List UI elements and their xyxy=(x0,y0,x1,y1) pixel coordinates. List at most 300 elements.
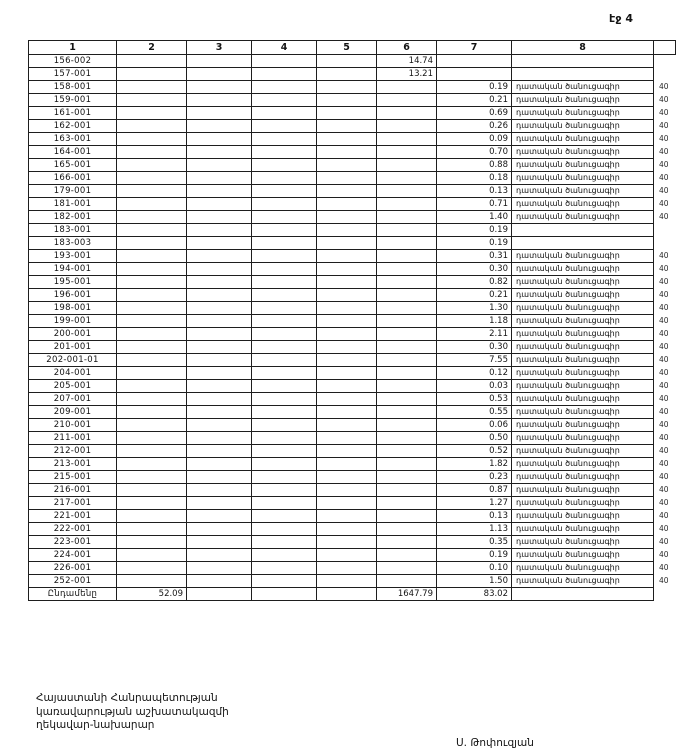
cell-col6 xyxy=(377,393,437,406)
cell-col4 xyxy=(252,120,317,133)
cell-col8: դատական ծանուցագիր xyxy=(512,328,654,341)
cell-col6 xyxy=(377,211,437,224)
table-row xyxy=(29,81,676,94)
cell-col3 xyxy=(187,133,252,146)
table-row xyxy=(29,510,676,523)
table-row xyxy=(29,224,676,237)
cell-col1: 222-001 xyxy=(29,523,117,536)
cell-col6 xyxy=(377,523,437,536)
cell-col2 xyxy=(117,471,187,484)
cell-col3 xyxy=(187,68,252,81)
cell-col7 xyxy=(437,68,512,81)
cell-col1: 193-001 xyxy=(29,250,117,263)
cell-col8: դատական ծանուցագիր xyxy=(512,549,654,562)
cell-col1: 207-001 xyxy=(29,393,117,406)
cell-col7: 0.31 xyxy=(437,250,512,263)
cell-col6 xyxy=(377,159,437,172)
margin-mark: 40 xyxy=(659,82,669,91)
cell-col3 xyxy=(187,120,252,133)
table-row xyxy=(29,237,676,250)
table-row xyxy=(29,328,676,341)
cell-col7: 0.18 xyxy=(437,172,512,185)
cell-col1: 198-001 xyxy=(29,302,117,315)
cell-col4 xyxy=(252,276,317,289)
cell-col6 xyxy=(377,289,437,302)
cell-col7: 0.10 xyxy=(437,562,512,575)
margin-mark: 40 xyxy=(659,329,669,338)
table-row xyxy=(29,419,676,432)
cell-col8: դատական ծանուցագիր xyxy=(512,562,654,575)
cell-col7: 0.30 xyxy=(437,263,512,276)
table-row xyxy=(29,159,676,172)
table-row xyxy=(29,55,676,68)
margin-mark: 40 xyxy=(659,199,669,208)
cell-col4 xyxy=(252,172,317,185)
cell-col8: դատական ծանուցագիր xyxy=(512,94,654,107)
cell-col5 xyxy=(317,510,377,523)
cell-col5 xyxy=(317,471,377,484)
cell-col2 xyxy=(117,432,187,445)
cell-col8: դատական ծանուցագիր xyxy=(512,471,654,484)
column-header: 4 xyxy=(252,41,317,55)
cell-col5 xyxy=(317,302,377,315)
margin-mark: 40 xyxy=(659,498,669,507)
cell-col3 xyxy=(187,289,252,302)
cell-col7: 7.55 xyxy=(437,354,512,367)
cell-col3 xyxy=(187,432,252,445)
cell-col8: դատական ծանուցագիր xyxy=(512,536,654,549)
cell-col6 xyxy=(377,263,437,276)
cell-col5 xyxy=(317,250,377,263)
table-row xyxy=(29,588,676,601)
cell-col6 xyxy=(377,328,437,341)
issuer-block xyxy=(36,692,229,733)
table-row xyxy=(29,68,676,81)
cell-col4 xyxy=(252,406,317,419)
cell-col4 xyxy=(252,523,317,536)
cell-col5 xyxy=(317,393,377,406)
cell-col4 xyxy=(252,562,317,575)
cell-col2 xyxy=(117,419,187,432)
cell-col3 xyxy=(187,211,252,224)
margin-mark: 40 xyxy=(659,355,669,364)
cell-col8: դատական ծանուցագիր xyxy=(512,302,654,315)
cell-col8: դատական ծանուցագիր xyxy=(512,458,654,471)
margin-mark: 40 xyxy=(659,277,669,286)
margin-mark: 40 xyxy=(659,212,669,221)
cell-col6 xyxy=(377,172,437,185)
cell-col8 xyxy=(512,55,654,68)
cell-col7: 0.88 xyxy=(437,159,512,172)
cell-col2 xyxy=(117,445,187,458)
cell-col2 xyxy=(117,146,187,159)
cell-col7: 0.13 xyxy=(437,185,512,198)
cell-col4 xyxy=(252,81,317,94)
margin-mark: 40 xyxy=(659,576,669,585)
cell-col4 xyxy=(252,133,317,146)
table-row xyxy=(29,497,676,510)
column-header: 1 xyxy=(29,41,117,55)
table-row xyxy=(29,120,676,133)
column-header: 7 xyxy=(437,41,512,55)
margin-mark xyxy=(654,68,676,81)
cell-col4 xyxy=(252,588,317,601)
margin-mark: 40 xyxy=(659,511,669,520)
table-row xyxy=(29,250,676,263)
cell-col2 xyxy=(117,81,187,94)
cell-col1: 159-001 xyxy=(29,94,117,107)
cell-col7: 0.13 xyxy=(437,510,512,523)
cell-col5 xyxy=(317,133,377,146)
cell-col6 xyxy=(377,133,437,146)
cell-col1: 213-001 xyxy=(29,458,117,471)
cell-col5 xyxy=(317,432,377,445)
margin-mark: 40 xyxy=(659,264,669,273)
cell-col6 xyxy=(377,575,437,588)
cell-col6 xyxy=(377,484,437,497)
cell-col3 xyxy=(187,107,252,120)
cell-col7: 1.50 xyxy=(437,575,512,588)
cell-col3 xyxy=(187,224,252,237)
table-row xyxy=(29,107,676,120)
cell-col2 xyxy=(117,341,187,354)
cell-col1: 194-001 xyxy=(29,263,117,276)
cell-col8: դատական ծանուցագիր xyxy=(512,120,654,133)
cell-col5 xyxy=(317,146,377,159)
cell-col8: դատական ծանուցագիր xyxy=(512,445,654,458)
cell-col1: 252-001 xyxy=(29,575,117,588)
cell-col2 xyxy=(117,510,187,523)
cell-col1: 157-001 xyxy=(29,68,117,81)
cell-col5 xyxy=(317,159,377,172)
cell-col1: 217-001 xyxy=(29,497,117,510)
table-row xyxy=(29,185,676,198)
cell-col7: 0.06 xyxy=(437,419,512,432)
cell-col8: դատական ծանուցագիր xyxy=(512,211,654,224)
cell-col6 xyxy=(377,198,437,211)
cell-col2 xyxy=(117,107,187,120)
cell-col4 xyxy=(252,328,317,341)
cell-col3 xyxy=(187,419,252,432)
cell-col4 xyxy=(252,68,317,81)
cell-col3 xyxy=(187,523,252,536)
cell-col7: 0.35 xyxy=(437,536,512,549)
cell-col6: 14.74 xyxy=(377,55,437,68)
cell-col7: 1.40 xyxy=(437,211,512,224)
cell-col2 xyxy=(117,523,187,536)
cell-col7: 0.09 xyxy=(437,133,512,146)
cell-col8: դատական ծանուցագիր xyxy=(512,341,654,354)
cell-col5 xyxy=(317,484,377,497)
table-row xyxy=(29,562,676,575)
cell-col4 xyxy=(252,263,317,276)
cell-col5 xyxy=(317,458,377,471)
table-header-row xyxy=(29,41,676,55)
cell-col3 xyxy=(187,341,252,354)
cell-col5 xyxy=(317,497,377,510)
cell-col6 xyxy=(377,354,437,367)
cell-col6 xyxy=(377,367,437,380)
cell-col4 xyxy=(252,419,317,432)
cell-col3 xyxy=(187,367,252,380)
cell-col2 xyxy=(117,354,187,367)
cell-col3 xyxy=(187,575,252,588)
cell-col8: դատական ծանուցագիր xyxy=(512,172,654,185)
signature: Ս. Թոփուզյան xyxy=(456,737,534,749)
table-row xyxy=(29,198,676,211)
cell-col1: 212-001 xyxy=(29,445,117,458)
margin-mark: 40 xyxy=(659,95,669,104)
margin-mark: 40 xyxy=(659,394,669,403)
cell-col7: 0.55 xyxy=(437,406,512,419)
cell-col7: 0.69 xyxy=(437,107,512,120)
table-row xyxy=(29,354,676,367)
cell-col8 xyxy=(512,224,654,237)
cell-col4 xyxy=(252,302,317,315)
column-header: 6 xyxy=(377,41,437,55)
cell-col6 xyxy=(377,107,437,120)
footer-line: Հայաստանի Հանրապետության xyxy=(36,692,218,704)
cell-col4 xyxy=(252,393,317,406)
cell-col2 xyxy=(117,237,187,250)
cell-col6 xyxy=(377,406,437,419)
margin-mark: 40 xyxy=(659,147,669,156)
cell-col2 xyxy=(117,302,187,315)
cell-col3 xyxy=(187,484,252,497)
cell-col6 xyxy=(377,562,437,575)
cell-col8: դատական ծանուցագիր xyxy=(512,276,654,289)
column-header: 2 xyxy=(117,41,187,55)
cell-col5 xyxy=(317,380,377,393)
cell-col1: 162-001 xyxy=(29,120,117,133)
margin-mark: 40 xyxy=(659,485,669,494)
cell-col2 xyxy=(117,289,187,302)
cell-col5 xyxy=(317,276,377,289)
margin-mark: 40 xyxy=(659,368,669,377)
cell-col3 xyxy=(187,302,252,315)
cell-col8: դատական ծանուցագիր xyxy=(512,185,654,198)
table-row xyxy=(29,536,676,549)
margin-mark: 40 xyxy=(659,108,669,117)
cell-col3 xyxy=(187,510,252,523)
margin-mark: 40 xyxy=(659,134,669,143)
cell-col5 xyxy=(317,367,377,380)
cell-col6 xyxy=(377,497,437,510)
cell-col7: 0.52 xyxy=(437,445,512,458)
cell-col4 xyxy=(252,250,317,263)
cell-col4 xyxy=(252,367,317,380)
table-row xyxy=(29,172,676,185)
margin-mark: 40 xyxy=(659,537,669,546)
margin-mark: 40 xyxy=(659,407,669,416)
cell-col1: 224-001 xyxy=(29,549,117,562)
cell-col3 xyxy=(187,393,252,406)
table-row xyxy=(29,549,676,562)
cell-col6 xyxy=(377,549,437,562)
cell-col1: 182-001 xyxy=(29,211,117,224)
cell-col2 xyxy=(117,484,187,497)
margin-mark: 40 xyxy=(659,290,669,299)
cell-col8: դատական ծանուցագիր xyxy=(512,510,654,523)
cell-col6: 13.21 xyxy=(377,68,437,81)
cell-col4 xyxy=(252,159,317,172)
cell-col2 xyxy=(117,393,187,406)
cell-col4 xyxy=(252,224,317,237)
cell-col1: 223-001 xyxy=(29,536,117,549)
cell-col7: 0.70 xyxy=(437,146,512,159)
cell-col2 xyxy=(117,211,187,224)
cell-col1: Ընդամենը xyxy=(29,588,117,601)
cell-col1: 221-001 xyxy=(29,510,117,523)
cell-col1: 202-001-01 xyxy=(29,354,117,367)
cell-col3 xyxy=(187,185,252,198)
cell-col6 xyxy=(377,276,437,289)
cell-col2: 52.09 xyxy=(117,588,187,601)
cell-col6 xyxy=(377,224,437,237)
cell-col6 xyxy=(377,471,437,484)
table-row xyxy=(29,484,676,497)
cell-col7: 0.71 xyxy=(437,198,512,211)
cell-col6 xyxy=(377,510,437,523)
cell-col8: դատական ծանուցագիր xyxy=(512,354,654,367)
cell-col8: դատական ծանուցագիր xyxy=(512,419,654,432)
cell-col4 xyxy=(252,289,317,302)
cell-col7: 0.19 xyxy=(437,81,512,94)
margin-mark: 40 xyxy=(659,173,669,182)
cell-col7: 0.12 xyxy=(437,367,512,380)
cell-col2 xyxy=(117,94,187,107)
cell-col2 xyxy=(117,68,187,81)
page-number: էջ 4 xyxy=(609,12,633,25)
cell-col3 xyxy=(187,497,252,510)
cell-col1: 183-003 xyxy=(29,237,117,250)
cell-col4 xyxy=(252,55,317,68)
cell-col2 xyxy=(117,198,187,211)
cell-col5 xyxy=(317,562,377,575)
cell-col4 xyxy=(252,341,317,354)
cell-col5 xyxy=(317,575,377,588)
cell-col6 xyxy=(377,341,437,354)
cell-col1: 158-001 xyxy=(29,81,117,94)
cell-col5 xyxy=(317,549,377,562)
cell-col3 xyxy=(187,380,252,393)
margin-mark: 40 xyxy=(659,433,669,442)
cell-col1: 195-001 xyxy=(29,276,117,289)
margin-mark xyxy=(654,224,676,237)
cell-col5 xyxy=(317,198,377,211)
cell-col4 xyxy=(252,458,317,471)
cell-col8: դատական ծանուցագիր xyxy=(512,523,654,536)
table-row xyxy=(29,458,676,471)
cell-col3 xyxy=(187,250,252,263)
cell-col8: դատական ծանուցագիր xyxy=(512,406,654,419)
cell-col3 xyxy=(187,55,252,68)
cell-col7: 0.30 xyxy=(437,341,512,354)
cell-col1: 205-001 xyxy=(29,380,117,393)
cell-col1: 210-001 xyxy=(29,419,117,432)
cell-col1: 181-001 xyxy=(29,198,117,211)
cell-col8: դատական ծանուցագիր xyxy=(512,146,654,159)
cell-col6 xyxy=(377,458,437,471)
cell-col4 xyxy=(252,510,317,523)
cell-col1: 215-001 xyxy=(29,471,117,484)
cell-col8: դատական ծանուցագիր xyxy=(512,107,654,120)
cell-col6 xyxy=(377,94,437,107)
cell-col3 xyxy=(187,562,252,575)
footer-line: ղեկավար-նախարար xyxy=(36,719,155,732)
cell-col3 xyxy=(187,172,252,185)
cell-col8: դատական ծանուցագիր xyxy=(512,380,654,393)
cell-col2 xyxy=(117,120,187,133)
cell-col8: դատական ծանուցագիր xyxy=(512,198,654,211)
cell-col5 xyxy=(317,237,377,250)
cell-col7 xyxy=(437,55,512,68)
cell-col3 xyxy=(187,81,252,94)
cell-col3 xyxy=(187,445,252,458)
column-header: 8 xyxy=(512,41,654,55)
cell-col3 xyxy=(187,276,252,289)
margin-mark: 40 xyxy=(659,121,669,130)
table-row xyxy=(29,523,676,536)
cell-col5 xyxy=(317,445,377,458)
cell-col7: 0.03 xyxy=(437,380,512,393)
cell-col6 xyxy=(377,237,437,250)
cell-col5 xyxy=(317,107,377,120)
cell-col8: դատական ծանուցագիր xyxy=(512,315,654,328)
footer-line: կառավարության աշխատակազմի xyxy=(36,705,229,718)
cell-col1: 161-001 xyxy=(29,107,117,120)
margin-spacer xyxy=(654,41,676,55)
cell-col8: դատական ծանուցագիր xyxy=(512,497,654,510)
cell-col3 xyxy=(187,198,252,211)
cell-col7: 0.23 xyxy=(437,471,512,484)
cell-col6 xyxy=(377,419,437,432)
cell-col5 xyxy=(317,523,377,536)
margin-mark: 40 xyxy=(659,550,669,559)
cell-col5 xyxy=(317,588,377,601)
cell-col4 xyxy=(252,198,317,211)
margin-mark: 40 xyxy=(659,186,669,195)
cell-col4 xyxy=(252,536,317,549)
cell-col1: 166-001 xyxy=(29,172,117,185)
cell-col4 xyxy=(252,432,317,445)
cell-col7: 0.53 xyxy=(437,393,512,406)
cell-col6 xyxy=(377,302,437,315)
table-row xyxy=(29,367,676,380)
cell-col5 xyxy=(317,224,377,237)
cell-col6 xyxy=(377,120,437,133)
margin-mark: 40 xyxy=(659,303,669,312)
cell-col8: դատական ծանուցագիր xyxy=(512,575,654,588)
cell-col4 xyxy=(252,380,317,393)
cell-col3 xyxy=(187,328,252,341)
table-row xyxy=(29,133,676,146)
cell-col5 xyxy=(317,55,377,68)
cell-col8: դատական ծանուցագիր xyxy=(512,393,654,406)
cell-col3 xyxy=(187,94,252,107)
cell-col8: դատական ծանուցագիր xyxy=(512,432,654,445)
cell-col5 xyxy=(317,211,377,224)
cell-col7: 1.27 xyxy=(437,497,512,510)
cell-col8 xyxy=(512,68,654,81)
cell-col4 xyxy=(252,94,317,107)
cell-col4 xyxy=(252,354,317,367)
cell-col1: 211-001 xyxy=(29,432,117,445)
cell-col5 xyxy=(317,185,377,198)
column-header: 5 xyxy=(317,41,377,55)
cell-col5 xyxy=(317,68,377,81)
cell-col5 xyxy=(317,94,377,107)
